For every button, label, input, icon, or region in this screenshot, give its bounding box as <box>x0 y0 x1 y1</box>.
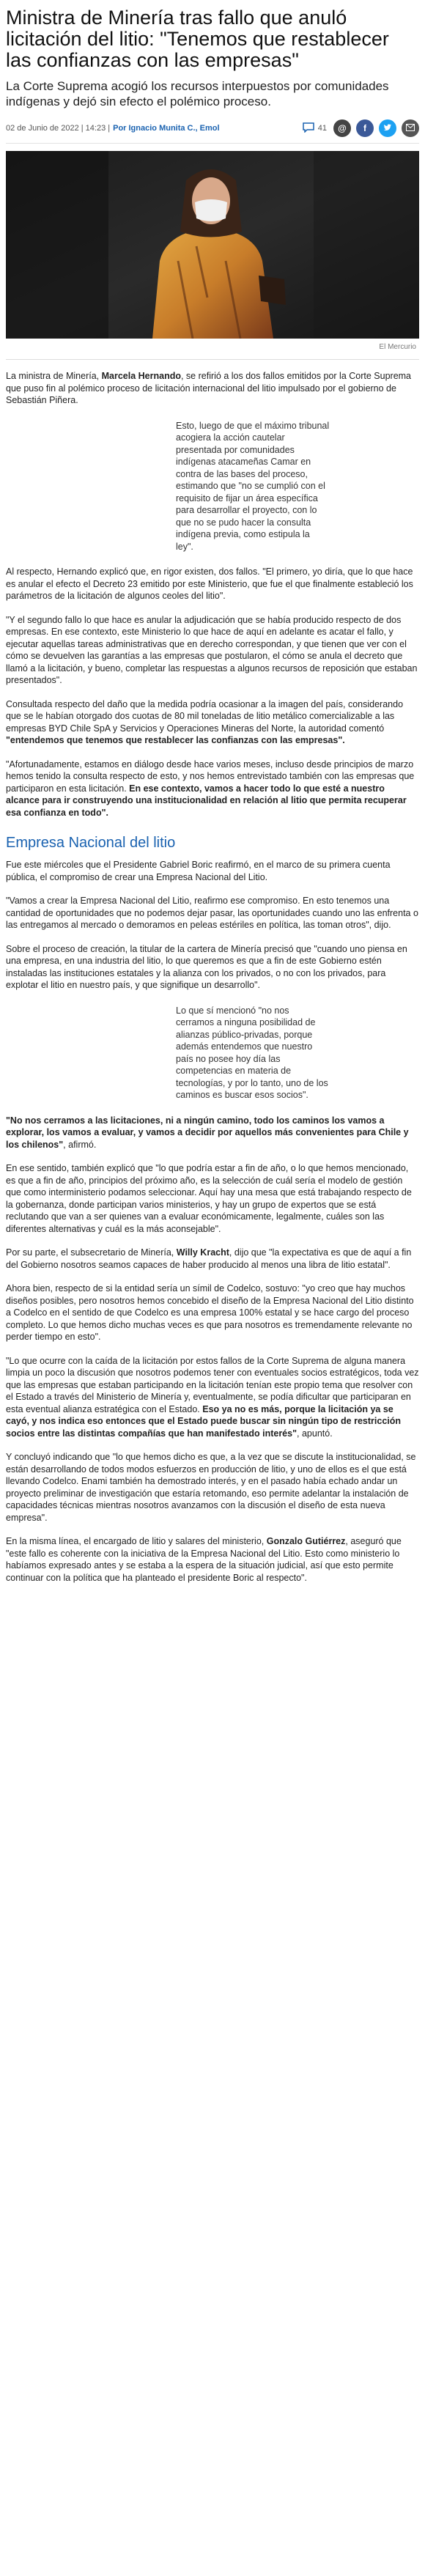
paragraph: "No nos cerramos a las licitaciones, ni a ningún camino, todo los caminos los vamos a explorar, los vamos a evaluar, y vamos a decidir por aquellos más convenientes para Chile y los chilenos", afirmó. <box>6 1115 409 1150</box>
at-sign-icon: @ <box>338 123 347 133</box>
byline <box>6 124 220 133</box>
email-share-button[interactable] <box>402 119 419 137</box>
article-title: Ministra de Minería tras fallo que anuló licitación del litio: "Tenemos que restablecer las confianzas con las empresas" <box>6 7 389 71</box>
paragraph: Por su parte, el subsecretario de Minería, Willy Kracht, dijo que "la expectativa es que de aquí a fin del Gobierno nosotros seamos capaces de haber producido al menos una libra de litio estatal". <box>6 1247 412 1270</box>
photo-credit: El Mercurio <box>6 342 419 360</box>
article-photo <box>6 151 419 339</box>
paragraph: Fue este miércoles que el Presidente Gabriel Boric reafirmó, en el marco de su primera cuenta pública, el compromiso de crear una Empresa Nacional del Litio. <box>6 860 391 882</box>
photo-minister-walking <box>6 151 419 339</box>
paragraph: La ministra de Minería, Marcela Hernando, se refirió a los dos fallos emitidos por la Corte Suprema que puso fin al polémico proceso de licitación internacional del litio impulsado por el gobierno de Sebastián Piñera. <box>6 371 412 405</box>
share-bar <box>303 119 419 137</box>
paragraph: Ahora bien, respecto de si la entidad sería un símil de Codelco, sostuvo: "yo creo que hay muchos diseños posibles, pero nosotros hemos concebido el diseño de la Empresa Nacional del Litio distinto a Codelco en el sentido de que Codelco es una empresa 100% estatal y se hace cargo del proceso completo. Lo que hemos dicho muchas veces es que para nosotros es tremendamente relevante no perder tiempo en esto". <box>6 1283 414 1342</box>
article-meta <box>6 119 419 144</box>
comment-icon <box>303 122 314 135</box>
person-name: Willy Kracht <box>176 1247 229 1258</box>
highlight-box: Esto, luego de que el máximo tribunal acogiera la acción cautelar presentada por comunidades indígenas atacameñas Camar en contra de las bases del proceso, estimando que "no se cumplió con el requisito de fijar un área específica para desarrollar el proyecto, con lo que no se pudo hacer la consulta indígena previa, como estipula la ley". <box>176 420 330 552</box>
section-title: Empresa Nacional del litio <box>6 835 176 851</box>
facebook-icon: f <box>363 123 366 133</box>
comment-count: 41 <box>317 124 327 133</box>
person-name: Gonzalo Gutiérrez <box>266 1536 346 1546</box>
twitter-icon <box>383 123 392 134</box>
facebook-share-button[interactable] <box>356 119 374 137</box>
paragraph: "Vamos a crear la Empresa Nacional del Litio, reafirmo ese compromiso. En esto tenemos una cantidad de oportunidades que no podemos dejar pasar, las oportunidades cuando uno las enfrenta o las entregamos al mercado o demoramos en peleas estériles en política, las toman otros", dijo. <box>6 896 418 930</box>
paragraph: Consultada respecto del daño que la medida podría ocasionar a la imagen del país, considerando que se le habían otorgado dos cuotas de 80 mil toneladas de litio metálico comercializable a las empresas BYD Chile SpA y Servicios y Operaciones Mineras del Norte, la autoridad comentó "entendemos que tenemos que restablecer las confianzas con las empresas". <box>6 698 404 745</box>
article-date: 02 de Junio de 2022 | 14:23 | <box>6 124 111 133</box>
paragraph: Y concluyó indicando que "lo que hemos dicho es que, a la vez que se discute la institucionalidad, se están desarrollando de todos modos esfuerzos en producción de litio, y uno de ellos es el que está llevando Codelco. Enami también ha demostrado interés, y en el pasado había echado andar un proyecto preliminar de investigación que estaría retomando, eso permite adelantar la instalación de capacidades técnicas mientras nosotros avanzamos con la discusión el diseño de esta nueva empresa". <box>6 1452 416 1523</box>
comments-link[interactable] <box>303 122 327 135</box>
paragraph: "Y el segundo fallo lo que hace es anular la adjudicación que se había producido respecto de dos empresas. En ese contexto, este Ministerio lo que hace de aquí en adelante es acatar el fallo, y ejecutar aquellas tareas administrativas que en derecho correspondan, y que tienen que ver con el cómo se devuelven las garantías a las empresas que postularon, el cómo se anula el decreto que llamó a la licitación, y bueno, completar las respuestas a algunos recursos de reposición que estaban presentados". <box>6 614 418 685</box>
paragraph: "Lo que ocurre con la caída de la licitación por estos fallos de la Corte Suprema de alguna manera limpia un poco la discusión que nosotros podemos tener con eventuales socios estratégicos, toda vez que las empresas que estaban participando en la licitación tenían este propio tema que resolver con el Estado a través del Ministerio de Minería y, eventualmente, se podía dificultar que participaran en esta eventual alianza estratégica con el Estado. Eso ya no es más, porque la licitación ya se cayó, y nos indica eso entonces que el Estado puede buscar sin ningún tipo de restricción socios entre las distintas compañías que han manifestado interés", apuntó. <box>6 1355 419 1439</box>
copy-link-button[interactable] <box>333 119 351 137</box>
envelope-icon <box>406 123 415 133</box>
twitter-share-button[interactable] <box>379 119 396 137</box>
paragraph: "Afortunadamente, estamos en diálogo desde hace varios meses, incluso desde principios de marzo hemos tenido la consulta respecto de esto, y nos hemos entrevistado también con las empresas que participaron en esta licitación. En ese contexto, vamos a hacer todo lo que esté a nuestro alcance para ir construyendo una institucionalidad en relación al litio que permita recuperar esa confianza en todo". <box>6 759 415 818</box>
paragraph: En ese sentido, también explicó que "lo que podría estar a fin de año, o lo que hemos mencionado, es que a fin de año, principios del próximo año, es la selección de cuál sería el modelo de gestión que como interministerio podamos seleccionar. Aquí hay una mesa que está trabajando respecto de la gobernanza, donde participan varios ministerios, y hay un grupo de expertos que se está reclutando que van a ser quienes van a evaluar económicamente, legalmente, cuáles son las diferentes alternativas y cuál es la más aconsejable". <box>6 1163 412 1234</box>
paragraph: Sobre el proceso de creación, la titular de la cartera de Minería precisó que "cuando uno piensa en una empresa, en una industria del litio, lo que queremos es que a fin de este Gobierno estén instaladas las instituciones estatales y la alianza con los privados, o no con los privados, para explotar el litio en nuestro país, y que signifique un desarrollo". <box>6 943 407 990</box>
article-lead: La Corte Suprema acogió los recursos interpuestos por comunidades indígenas y dejó sin efecto el polémico proceso. <box>6 79 389 108</box>
paragraph: En la misma línea, el encargado de litio y salares del ministerio, Gonzalo Gutiérrez, aseguró que "este fallo es coherente con la iniciativa de la Empresa Nacional del Litio. Esto como ministerio lo habíamos expresado antes y se estaba a la espera de la situación judicial, así que esto permite continuar con la política que ha planteado el presidente Boric al respecto". <box>6 1536 402 1583</box>
paragraph: Al respecto, Hernando explicó que, en rigor existen, dos fallos. "El primero, yo diría, que lo que hace es anular el efecto el Decreto 23 emitido por este Ministerio, que fue el que finalmente estableció los parámetros de la licitación de algunos ceoles del litio". <box>6 567 413 601</box>
highlight-box: Lo que sí mencionó "no nos cerramos a ninguna posibilidad de alianzas público-privadas, porque además entendemos que nuestro país no posee hoy día las competencias en materia de tecnologías, y por lo tanto, uno de los caminos es buscar esos socios". <box>176 1005 328 1100</box>
person-name: Marcela Hernando <box>101 371 181 381</box>
article-page <box>0 7 425 1610</box>
author-link[interactable]: Por Ignacio Munita C., Emol <box>113 124 220 133</box>
